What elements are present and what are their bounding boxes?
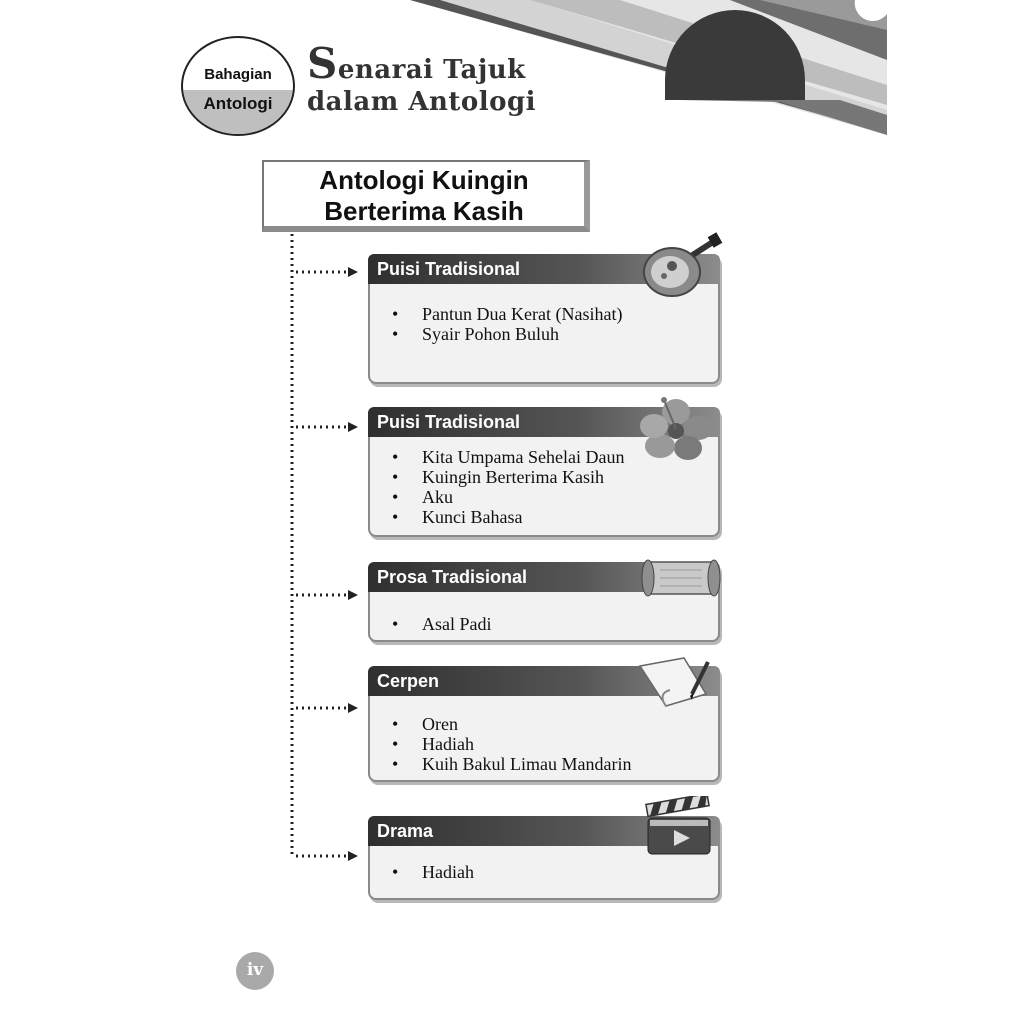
paper-quill-icon	[636, 654, 720, 708]
list-item: • Kita Umpama Sehelai Daun	[392, 447, 624, 467]
item-list	[392, 304, 622, 344]
connector-branch-5	[296, 851, 358, 861]
page-number: iv	[236, 952, 274, 990]
list-item: • Kuingin Berterima Kasih	[392, 467, 624, 487]
connector-branch-2	[296, 422, 358, 432]
anthology-title-line1: Antologi Kuingin	[319, 165, 529, 195]
badge-bottom-label: Antologi	[203, 94, 273, 113]
scroll-icon	[640, 556, 722, 600]
connector-branch-3	[296, 590, 358, 600]
item-list	[392, 447, 624, 527]
list-item: • Oren	[392, 714, 631, 734]
item-list	[392, 714, 631, 774]
title-line1: enarai Tajuk	[337, 55, 526, 85]
list-item: • Syair Pohon Buluh	[392, 324, 622, 344]
badge-top-label: Bahagian	[204, 66, 272, 83]
hibiscus-icon	[636, 396, 718, 462]
connector-branch-1	[296, 267, 358, 277]
section-title: Puisi Tradisional	[377, 412, 521, 432]
list-item: • Kunci Bahasa	[392, 507, 624, 527]
list-item: • Hadiah	[392, 862, 474, 882]
section-title: Prosa Tradisional	[377, 567, 528, 587]
clapperboard-icon	[644, 796, 716, 858]
section-title: Drama	[377, 821, 434, 841]
section-title: Puisi Tradisional	[377, 259, 521, 279]
title-line2: dalam Antologi	[307, 87, 537, 117]
list-item: • Hadiah	[392, 734, 631, 754]
title-initial: S	[307, 39, 338, 88]
list-item: • Asal Padi	[392, 614, 492, 634]
list-item: • Kuih Bakul Limau Mandarin	[392, 754, 631, 774]
list-item: • Pantun Dua Kerat (Nasihat)	[392, 304, 622, 324]
item-list	[392, 862, 474, 882]
section-title: Cerpen	[377, 671, 440, 691]
anthology-title-line2: Berterima Kasih	[324, 196, 524, 226]
item-list	[392, 614, 492, 634]
gambus-icon	[640, 232, 724, 302]
list-item: • Aku	[392, 487, 624, 507]
connector-branch-4	[296, 703, 358, 713]
